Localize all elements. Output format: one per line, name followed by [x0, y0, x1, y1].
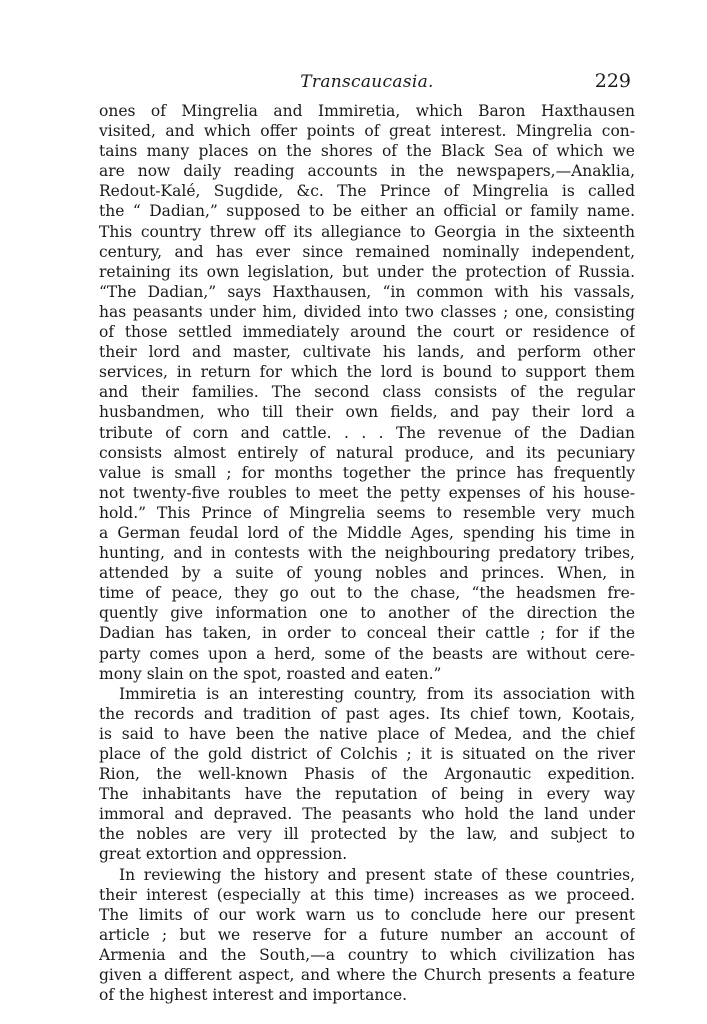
- text-line: immoral and depraved. The peasants who hold the land under: [99, 805, 635, 824]
- text-line: Rion, the well-known Phasis of the Argonautic expedition.: [99, 765, 635, 784]
- paragraph-end-line: mony slain on the spot, roasted and eaten.”: [99, 664, 442, 683]
- text-line: Redout-Kalé, Sugdide, &c. The Prince of Mingrelia is called: [99, 182, 635, 201]
- text-line: The limits of our work warn us to conclude here our present: [99, 905, 635, 924]
- text-line: The inhabitants have the reputation of being in every way: [99, 785, 635, 804]
- text-line: their lord and master, cultivate his lands, and perform other: [99, 343, 635, 362]
- text-line: and their families. The second class consists of the regular: [99, 383, 635, 402]
- text-line: their interest (especially at this time) increases as we proceed.: [99, 885, 635, 904]
- text-line: place of the gold district of Colchis ; it is situated on the river: [99, 745, 635, 763]
- text-line: time of peace, they go out to the chase, “the headsmen fre-: [99, 584, 635, 603]
- text-line: the nobles are very ill protected by the law, and subject to: [99, 825, 635, 844]
- text-line: value is small ; for months together the prince has frequently: [99, 463, 635, 482]
- text-line: hunting, and in contests with the neighbouring predatory tribes,: [99, 544, 635, 563]
- paragraph-end-line: great extortion and oppression.: [99, 845, 348, 864]
- text-line: given a different aspect, and where the Church presents a feature: [99, 966, 635, 985]
- text-line: hold.” This Prince of Mingrelia seems to resemble very much: [99, 503, 635, 522]
- text-line: retaining its own legislation, but under the protection of Russia.: [99, 262, 635, 281]
- text-line: party comes upon a herd, some of the beasts are without cere-: [99, 644, 635, 663]
- book-page: [99, 70, 635, 1005]
- text-line: ones of Mingrelia and Immiretia, which Baron Haxthausen: [99, 102, 635, 120]
- text-line: article ; but we reserve for a future number an account of: [99, 925, 635, 944]
- text-line: has peasants under him, divided into two classes ; one, consisting: [99, 302, 635, 321]
- text-line: Dadian has taken, in order to conceal their cattle ; for if the: [99, 624, 635, 643]
- text-line: the “ Dadian,” supposed to be either an official or family name.: [99, 202, 635, 221]
- paragraph-start-line: In reviewing the history and present state of these countries,: [119, 865, 635, 884]
- text-line: not twenty-five roubles to meet the petty expenses of his house-: [99, 483, 635, 502]
- text-line: century, and has ever since remained nominally independent,: [99, 242, 635, 261]
- text-line: “The Dadian,” says Haxthausen, “in common with his vassals,: [99, 282, 635, 301]
- text-line: the records and tradition of past ages. Its chief town, Kootais,: [99, 704, 635, 723]
- body-text: [99, 101, 635, 1005]
- text-line: is said to have been the native place of Medea, and the chief: [99, 724, 635, 743]
- running-title: Transcaucasia.: [300, 72, 434, 92]
- text-line: This country threw off its allegiance to Georgia in the sixteenth: [99, 222, 635, 241]
- text-line: Armenia and the South,—a country to which civilization has: [99, 945, 635, 964]
- text-line: tribute of corn and cattle. . . . The revenue of the Dadian: [99, 423, 635, 442]
- text-line: of those settled immediately around the court or residence of: [99, 323, 635, 342]
- text-line: consists almost entirely of natural produce, and its pecuniary: [99, 443, 635, 462]
- text-line: attended by a suite of young nobles and princes. When, in: [99, 564, 635, 583]
- running-header: [99, 70, 635, 100]
- text-line: tains many places on the shores of the Black Sea of which we: [99, 142, 635, 161]
- paragraph-start-line: Immiretia is an interesting country, from its association with: [119, 684, 635, 703]
- paragraph-end-line: of the highest interest and importance.: [99, 986, 408, 1005]
- page-number: 229: [594, 70, 631, 92]
- text-line: are now daily reading accounts in the newspapers,—Anaklia,: [99, 162, 635, 181]
- text-line: visited, and which offer points of great interest. Mingrelia con-: [99, 122, 635, 141]
- text-line: husbandmen, who till their own fields, and pay their lord a: [99, 403, 635, 422]
- text-line: quently give information one to another of the direction the: [99, 604, 635, 623]
- text-line: services, in return for which the lord is bound to support them: [99, 363, 635, 382]
- text-line: a German feudal lord of the Middle Ages, spending his time in: [99, 523, 635, 542]
